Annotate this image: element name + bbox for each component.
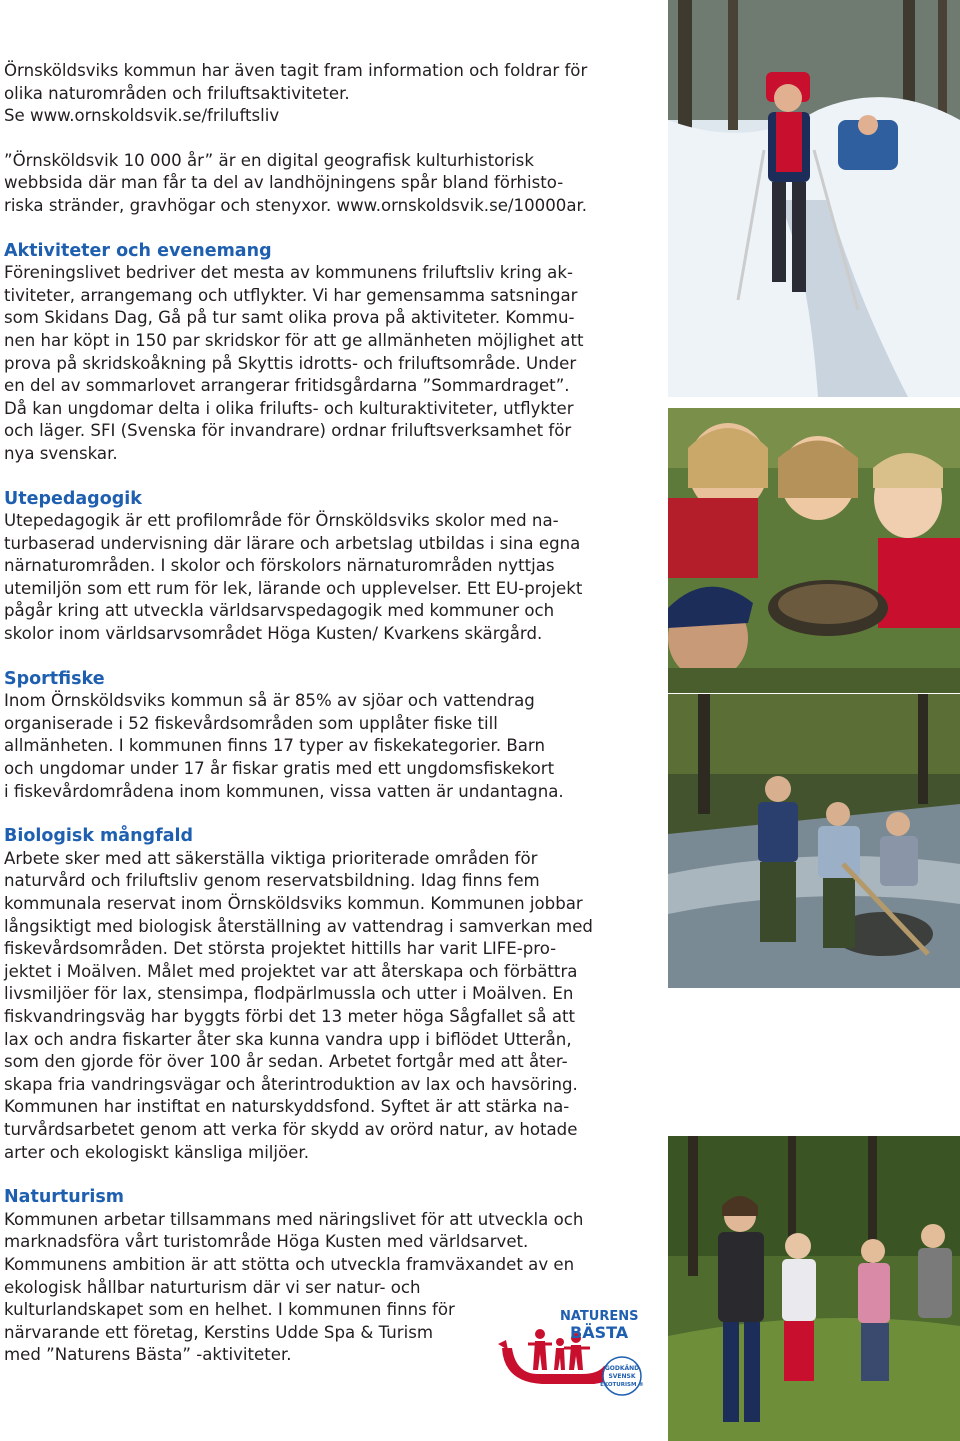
body-naturturism: Kommunen arbetar tillsammans med näringslivet för att utveckla och marknadsföra vårt turistområde Höga Kusten med världsarvet. Kommunens ambition är att stötta och utveckla framväxandet av en ekologisk hållbar naturturism där vi ser natur- och kulturlandskapet som en helhet. I kommunen finns för närvarande ett företag, Kerstins Udde Spa & Turism med ”Naturens Bästa” -aktiviteter. [4, 1209, 584, 1365]
intro [4, 60, 656, 218]
heading-biologisk-mangfald: Biologisk mångfald [4, 826, 194, 847]
section-utepedagogik [4, 488, 656, 646]
naturens-basta-logo [498, 1304, 650, 1396]
body-aktiviteter: Föreningslivet bedriver det mesta av kommunens friluftsliv kring ak- tiviteter, arrangemang och utflykter. Vi har gemensamma satsningar som Skidans Dag, Gå på tur samt olika prova på aktiviteter. Kommu- nen har köpt in 150 par skridskor för att ge allmänheten möjlighet att prova på skridskoåkning på Skyttis idrotts- och friluftsområde. Under en del av sommarlovet arrangerar fritidsgårdarna ”Sommardraget”. Då kan ungdomar delta i olika frilufts- och kulturaktiviteter, utflykter och läger. SFI (Svenska för invandrare) ordnar friluftsverksamhet för nya svenskar. [4, 263, 584, 463]
heading-naturturism: Naturturism [4, 1187, 125, 1208]
heading-utepedagogik: Utepedagogik [4, 488, 142, 509]
intro-paragraph-10000ar: ”Örnsköldsvik 10 000 år” är en digital geografisk kulturhistorisk webbsida där man får ta del av landhöjningens spår bland förhisto- riska stränder, gravhögar och stenyxor. www.ornskoldsvik.se/10000ar. [4, 150, 588, 215]
photo-children-outdoor [668, 408, 960, 693]
section-biologisk-mangfald [4, 825, 656, 1164]
body-biologisk-mangfald: Arbete sker med att säkerställa viktiga prioriterade områden för naturvård och friluftsliv genom reservatsbildning. Idag finns fem kommunala reservat inom Örnsköldsviks kommun. Kommunen jobbar långsiktigt med biologisk återställning av vattendrag i samverkan med fiskevårdsområden. Det största projektet hittills har varit LIFE-pro- jektet i Moälven. Målet med projektet var att återskapa och förbättra livsmiljöer för lax, stensimpa, flodpärlmussla och utter i Moälven. En fiskvandringsväg har byggts förbi det 13 meter höga Sågfallet så att lax och andra fiskarter åter ska kunna vandra upp i biflödet Utterån, som den gjorde för över 100 år sedan. Arbetet fortgår med att åter- skapa fria vandringsvägar och återintroduktion av lax och havsöring. Kommunen har instiftat en naturskyddsfond. Syftet är att stärka na- turvårdsarbetet genom att verka för skydd av orörd natur, av hotade arter och ekologiskt känsliga miljöer. [4, 848, 593, 1162]
photo-river-restoration [668, 694, 960, 988]
body-sportfiske: Inom Örnsköldsviks kommun så är 85% av sjöar och vattendrag organiserade i 52 fiskevårdsområden som upplåter fiske till allmänheten. I kommunen finns 17 typer av fiskekategorier. Barn och ungdomar under 17 år fiskar gratis med ett ungdomsfiskekort i fiskevårdområdena inom kommunen, vissa vatten är undantagna. [4, 691, 564, 801]
logo-text-naturens: NATURENS [560, 1309, 639, 1324]
intro-paragraph-info: Örnsköldsviks kommun har även tagit fram information och foldrar för olika naturområden och friluftsaktiviteter. Se www.ornskoldsvik.se/friluftsliv [4, 61, 588, 126]
section-aktiviteter [4, 240, 656, 466]
logo-text-basta: BÄSTA [570, 1323, 629, 1342]
heading-sportfiske: Sportfiske [4, 668, 105, 689]
photo-skier-snow [668, 0, 960, 397]
body-utepedagogik: Utepedagogik är ett profilområde för Örnsköldsviks skolor med na- turbaserad undervisning där lärare och arbetslag utbildas i sina egna närnaturområden. I skolor och förskolors närnaturområden nyttjas utemiljön som ett rum för lek, lärande och upplevelser. Ett EU-projekt pågår kring att utveckla världsarvspedagogik med kommuner och skolor inom världsarvsområdet Höga Kusten/ Kvarkens skärgård. [4, 511, 583, 644]
photo-forest-walk [668, 1136, 960, 1441]
logo-badge-svensk: SVENSK [608, 1373, 636, 1380]
heading-aktiviteter: Aktiviteter och evenemang [4, 240, 272, 261]
section-sportfiske [4, 668, 656, 804]
text-column [4, 60, 656, 1367]
logo-badge-ekoturism: EKOTURISM ® [600, 1382, 644, 1388]
logo-badge-godkand: GODKÄND [604, 1365, 640, 1372]
